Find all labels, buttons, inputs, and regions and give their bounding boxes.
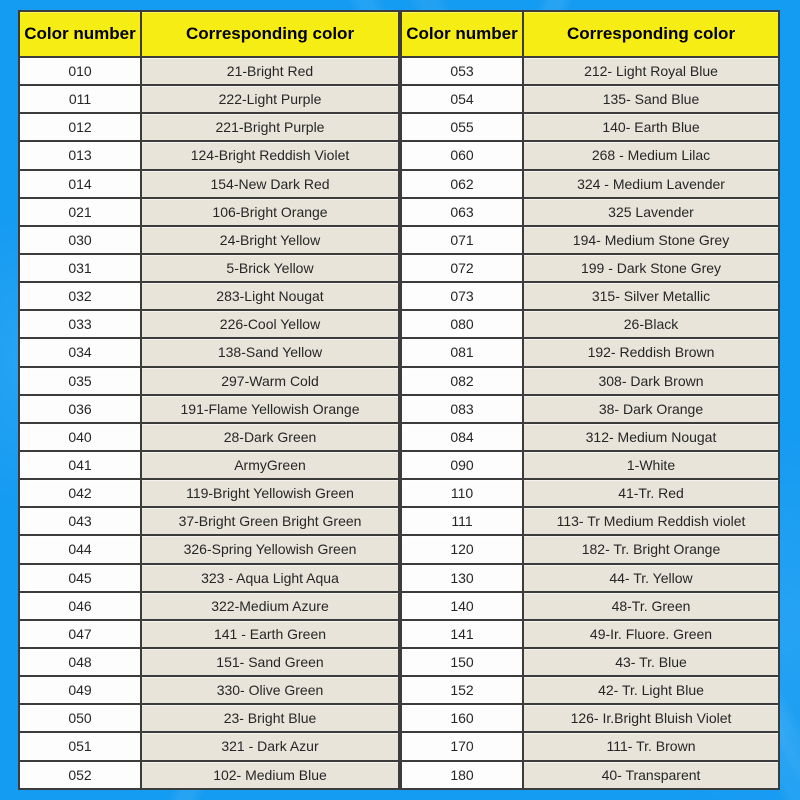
table-row bbox=[19, 170, 399, 198]
color-number-cell: 152 bbox=[401, 676, 523, 704]
corresponding-color-cell: 111- Tr. Brown bbox=[523, 732, 779, 760]
corresponding-color-cell: 312- Medium Nougat bbox=[523, 423, 779, 451]
color-number-cell: 050 bbox=[19, 704, 141, 732]
table-row bbox=[19, 479, 399, 507]
color-number-cell: 111 bbox=[401, 507, 523, 535]
header-row bbox=[19, 11, 399, 57]
corresponding-color-cell: 5-Brick Yellow bbox=[141, 254, 399, 282]
color-number-cell: 035 bbox=[19, 367, 141, 395]
color-number-cell: 051 bbox=[19, 732, 141, 760]
column-header-color-number: Color number bbox=[19, 11, 141, 57]
table-row bbox=[401, 395, 779, 423]
corresponding-color-cell: 28-Dark Green bbox=[141, 423, 399, 451]
color-number-cell: 084 bbox=[401, 423, 523, 451]
color-number-cell: 010 bbox=[19, 57, 141, 85]
color-number-cell: 130 bbox=[401, 564, 523, 592]
table-row bbox=[19, 254, 399, 282]
color-number-cell: 120 bbox=[401, 535, 523, 563]
corresponding-color-cell: 43- Tr. Blue bbox=[523, 648, 779, 676]
table-row bbox=[19, 676, 399, 704]
corresponding-color-cell: 325 Lavender bbox=[523, 198, 779, 226]
color-number-cell: 034 bbox=[19, 338, 141, 366]
color-number-cell: 081 bbox=[401, 338, 523, 366]
corresponding-color-cell: 321 - Dark Azur bbox=[141, 732, 399, 760]
table-row bbox=[401, 535, 779, 563]
table-row bbox=[19, 113, 399, 141]
corresponding-color-cell: 38- Dark Orange bbox=[523, 395, 779, 423]
corresponding-color-cell: 124-Bright Reddish Violet bbox=[141, 141, 399, 169]
color-number-cell: 063 bbox=[401, 198, 523, 226]
table-row bbox=[19, 57, 399, 85]
corresponding-color-cell: 23- Bright Blue bbox=[141, 704, 399, 732]
header-row bbox=[401, 11, 779, 57]
color-number-cell: 080 bbox=[401, 310, 523, 338]
color-number-cell: 073 bbox=[401, 282, 523, 310]
corresponding-color-cell: 135- Sand Blue bbox=[523, 85, 779, 113]
color-number-cell: 160 bbox=[401, 704, 523, 732]
table-row bbox=[401, 620, 779, 648]
corresponding-color-cell: 41-Tr. Red bbox=[523, 479, 779, 507]
table-row bbox=[401, 282, 779, 310]
color-table-left bbox=[18, 10, 400, 790]
color-number-cell: 030 bbox=[19, 226, 141, 254]
color-number-cell: 054 bbox=[401, 85, 523, 113]
corresponding-color-cell: 21-Bright Red bbox=[141, 57, 399, 85]
corresponding-color-cell: 119-Bright Yellowish Green bbox=[141, 479, 399, 507]
color-number-cell: 090 bbox=[401, 451, 523, 479]
corresponding-color-cell: 44- Tr. Yellow bbox=[523, 564, 779, 592]
table-row bbox=[401, 310, 779, 338]
corresponding-color-cell: 268 - Medium Lilac bbox=[523, 141, 779, 169]
corresponding-color-cell: 37-Bright Green Bright Green bbox=[141, 507, 399, 535]
table-row bbox=[19, 704, 399, 732]
color-number-cell: 046 bbox=[19, 592, 141, 620]
corresponding-color-cell: 182- Tr. Bright Orange bbox=[523, 535, 779, 563]
corresponding-color-cell: 106-Bright Orange bbox=[141, 198, 399, 226]
corresponding-color-cell: 194- Medium Stone Grey bbox=[523, 226, 779, 254]
color-number-cell: 041 bbox=[19, 451, 141, 479]
color-number-cell: 110 bbox=[401, 479, 523, 507]
color-number-cell: 170 bbox=[401, 732, 523, 760]
corresponding-color-cell: ArmyGreen bbox=[141, 451, 399, 479]
color-number-cell: 014 bbox=[19, 170, 141, 198]
color-number-cell: 011 bbox=[19, 85, 141, 113]
color-number-cell: 036 bbox=[19, 395, 141, 423]
corresponding-color-cell: 192- Reddish Brown bbox=[523, 338, 779, 366]
corresponding-color-cell: 151- Sand Green bbox=[141, 648, 399, 676]
color-number-cell: 140 bbox=[401, 592, 523, 620]
corresponding-color-cell: 191-Flame Yellowish Orange bbox=[141, 395, 399, 423]
corresponding-color-cell: 222-Light Purple bbox=[141, 85, 399, 113]
table-row bbox=[401, 451, 779, 479]
color-chart bbox=[18, 10, 780, 790]
table-row bbox=[401, 507, 779, 535]
corresponding-color-cell: 24-Bright Yellow bbox=[141, 226, 399, 254]
color-number-cell: 071 bbox=[401, 226, 523, 254]
table-row bbox=[401, 704, 779, 732]
table-row bbox=[401, 367, 779, 395]
color-number-cell: 013 bbox=[19, 141, 141, 169]
table-row bbox=[19, 367, 399, 395]
table-row bbox=[19, 310, 399, 338]
color-number-cell: 083 bbox=[401, 395, 523, 423]
column-header-corresponding-color: Corresponding color bbox=[523, 11, 779, 57]
table-row bbox=[19, 226, 399, 254]
table-row bbox=[401, 57, 779, 85]
table-row bbox=[401, 85, 779, 113]
corresponding-color-cell: 315- Silver Metallic bbox=[523, 282, 779, 310]
corresponding-color-cell: 212- Light Royal Blue bbox=[523, 57, 779, 85]
corresponding-color-cell: 322-Medium Azure bbox=[141, 592, 399, 620]
table-row bbox=[19, 507, 399, 535]
color-number-cell: 048 bbox=[19, 648, 141, 676]
corresponding-color-cell: 297-Warm Cold bbox=[141, 367, 399, 395]
table-row bbox=[401, 479, 779, 507]
color-number-cell: 033 bbox=[19, 310, 141, 338]
corresponding-color-cell: 308- Dark Brown bbox=[523, 367, 779, 395]
table-row bbox=[19, 198, 399, 226]
corresponding-color-cell: 330- Olive Green bbox=[141, 676, 399, 704]
color-number-cell: 150 bbox=[401, 648, 523, 676]
table-row bbox=[19, 535, 399, 563]
color-table-right bbox=[400, 10, 780, 790]
corresponding-color-cell: 283-Light Nougat bbox=[141, 282, 399, 310]
color-number-cell: 141 bbox=[401, 620, 523, 648]
corresponding-color-cell: 323 - Aqua Light Aqua bbox=[141, 564, 399, 592]
table-row bbox=[19, 282, 399, 310]
table-row bbox=[19, 564, 399, 592]
corresponding-color-cell: 113- Tr Medium Reddish violet bbox=[523, 507, 779, 535]
corresponding-color-cell: 226-Cool Yellow bbox=[141, 310, 399, 338]
color-number-cell: 055 bbox=[401, 113, 523, 141]
table-row bbox=[19, 423, 399, 451]
table-row bbox=[401, 170, 779, 198]
color-number-cell: 049 bbox=[19, 676, 141, 704]
table-row bbox=[19, 761, 399, 789]
color-number-cell: 180 bbox=[401, 761, 523, 789]
color-number-cell: 043 bbox=[19, 507, 141, 535]
table-row bbox=[19, 592, 399, 620]
table-row bbox=[401, 676, 779, 704]
color-number-cell: 040 bbox=[19, 423, 141, 451]
table-body bbox=[401, 57, 779, 789]
corresponding-color-cell: 221-Bright Purple bbox=[141, 113, 399, 141]
color-number-cell: 045 bbox=[19, 564, 141, 592]
corresponding-color-cell: 141 - Earth Green bbox=[141, 620, 399, 648]
table-row bbox=[19, 620, 399, 648]
table-row bbox=[401, 198, 779, 226]
table-row bbox=[401, 141, 779, 169]
table-row bbox=[401, 113, 779, 141]
table-row bbox=[401, 761, 779, 789]
corresponding-color-cell: 48-Tr. Green bbox=[523, 592, 779, 620]
table-row bbox=[19, 451, 399, 479]
corresponding-color-cell: 199 - Dark Stone Grey bbox=[523, 254, 779, 282]
table-row bbox=[401, 648, 779, 676]
color-number-cell: 012 bbox=[19, 113, 141, 141]
table-row bbox=[19, 395, 399, 423]
color-number-cell: 082 bbox=[401, 367, 523, 395]
column-header-corresponding-color: Corresponding color bbox=[141, 11, 399, 57]
color-number-cell: 031 bbox=[19, 254, 141, 282]
table-row bbox=[401, 592, 779, 620]
table-row bbox=[401, 423, 779, 451]
table-row bbox=[19, 732, 399, 760]
corresponding-color-cell: 26-Black bbox=[523, 310, 779, 338]
table-row bbox=[401, 254, 779, 282]
table-row bbox=[401, 338, 779, 366]
color-number-cell: 042 bbox=[19, 479, 141, 507]
table-row bbox=[401, 732, 779, 760]
color-number-cell: 032 bbox=[19, 282, 141, 310]
color-number-cell: 060 bbox=[401, 141, 523, 169]
table-row bbox=[19, 648, 399, 676]
corresponding-color-cell: 138-Sand Yellow bbox=[141, 338, 399, 366]
column-header-color-number: Color number bbox=[401, 11, 523, 57]
corresponding-color-cell: 102- Medium Blue bbox=[141, 761, 399, 789]
color-number-cell: 052 bbox=[19, 761, 141, 789]
corresponding-color-cell: 126- Ir.Bright Bluish Violet bbox=[523, 704, 779, 732]
corresponding-color-cell: 140- Earth Blue bbox=[523, 113, 779, 141]
table-row bbox=[19, 85, 399, 113]
corresponding-color-cell: 324 - Medium Lavender bbox=[523, 170, 779, 198]
corresponding-color-cell: 40- Transparent bbox=[523, 761, 779, 789]
table-row bbox=[19, 338, 399, 366]
color-number-cell: 021 bbox=[19, 198, 141, 226]
color-number-cell: 044 bbox=[19, 535, 141, 563]
color-number-cell: 072 bbox=[401, 254, 523, 282]
corresponding-color-cell: 154-New Dark Red bbox=[141, 170, 399, 198]
corresponding-color-cell: 326-Spring Yellowish Green bbox=[141, 535, 399, 563]
color-number-cell: 047 bbox=[19, 620, 141, 648]
color-number-cell: 062 bbox=[401, 170, 523, 198]
corresponding-color-cell: 1-White bbox=[523, 451, 779, 479]
table-body bbox=[19, 57, 399, 789]
table-row bbox=[401, 226, 779, 254]
color-number-cell: 053 bbox=[401, 57, 523, 85]
table-row bbox=[401, 564, 779, 592]
table-row bbox=[19, 141, 399, 169]
corresponding-color-cell: 49-Ir. Fluore. Green bbox=[523, 620, 779, 648]
corresponding-color-cell: 42- Tr. Light Blue bbox=[523, 676, 779, 704]
